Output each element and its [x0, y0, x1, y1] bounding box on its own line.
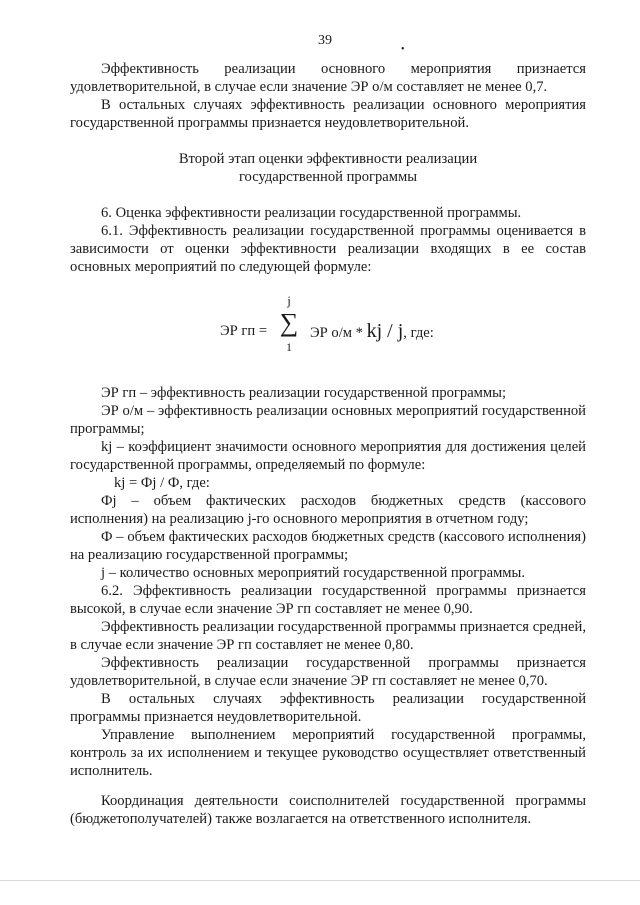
- summation-lower-limit: 1: [286, 340, 292, 354]
- formula-rhs-part1: ЭР о/м *: [310, 325, 367, 341]
- page-number: 39: [318, 33, 332, 48]
- dot-mark: •: [401, 44, 405, 55]
- definition-kj: kj – коэффициент значимости основного мероприятия для достижения целей государственной программы, определяемый по формуле:: [70, 439, 586, 473]
- definition-er-gp: ЭР гп – эффективность реализации государственной программы;: [101, 385, 506, 401]
- section-heading: [70, 150, 586, 186]
- section-heading-line2: государственной программы: [238, 169, 418, 185]
- formula-rhs: [310, 322, 434, 342]
- definition-j: j – количество основных мероприятий государственной программы.: [101, 565, 525, 581]
- paragraph-6-2-medium: Эффективность реализации государственной программы признается средней, в случае если значение ЭР гп составляет не менее 0,80.: [70, 619, 586, 653]
- definition-f: Ф – объем фактических расходов бюджетных средств (кассового исполнения) на реализацию государственной программы;: [70, 529, 586, 563]
- paragraph-efficiency-satisfactory: Эффективность реализации основного мероприятия признается удовлетворительной, в случае если значение ЭР о/м составляет не менее 0,7.: [70, 61, 586, 95]
- section-6-title: 6. Оценка эффективности реализации государственной программы.: [101, 205, 522, 221]
- paragraph-6-2-satisfactory: Эффективность реализации государственной программы признается удовлетворительной, в случае если значение ЭР гп составляет не менее 0,70.: [70, 655, 586, 689]
- paragraph-6-1: 6.1. Эффективность реализации государственной программы оценивается в зависимости от оценки эффективности реализации входящих в ее состав основных мероприятий по следующей формуле:: [70, 223, 586, 275]
- document-body: [70, 60, 586, 828]
- summation-upper-limit: j: [287, 293, 291, 308]
- paragraph-efficiency-unsatisfactory: В остальных случаях эффективность реализации основного мероприятия государственной программы признается неудовлетворительной.: [70, 97, 586, 131]
- formula-lhs: ЭР гп =: [220, 323, 268, 339]
- definition-er-om: ЭР о/м – эффективность реализации основных мероприятий государственной программы;: [70, 403, 586, 437]
- paragraph-spacer: [70, 780, 586, 792]
- formula-rhs-kj: kj / j: [366, 320, 404, 342]
- definition-fj: Фj – объем фактических расходов бюджетных средств (кассового исполнения) на реализацию j-го основного мероприятия в отчетном году;: [70, 493, 586, 527]
- scan-bottom-edge: [0, 880, 640, 881]
- summation: [277, 292, 301, 356]
- summation-icon: ∑: [279, 308, 299, 337]
- paragraph-coordination: Координация деятельности соисполнителей государственной программы (бюджетополучателей) также возлагается на ответственного исполнителя.: [70, 793, 586, 827]
- paragraph-6-2-unsatisfactory: В остальных случаях эффективность реализации государственной программы признается неудовлетворительной.: [70, 691, 586, 725]
- paragraph-6-2-high: 6.2. Эффективность реализации государственной программы признается высокой, в случае если значение ЭР гп составляет не менее 0,90.: [70, 583, 586, 617]
- formula-rhs-part2: , где:: [403, 325, 434, 341]
- formula-er-gp: [70, 292, 586, 370]
- paragraph-management: Управление выполнением мероприятий государственной программы, контроль за их исполнением и текущее руководство осуществляет ответственный исполнитель.: [70, 727, 586, 779]
- formula-kj: kj = Фj / Ф, где:: [114, 475, 210, 491]
- section-heading-line1: Второй этап оценки эффективности реализации: [178, 151, 478, 167]
